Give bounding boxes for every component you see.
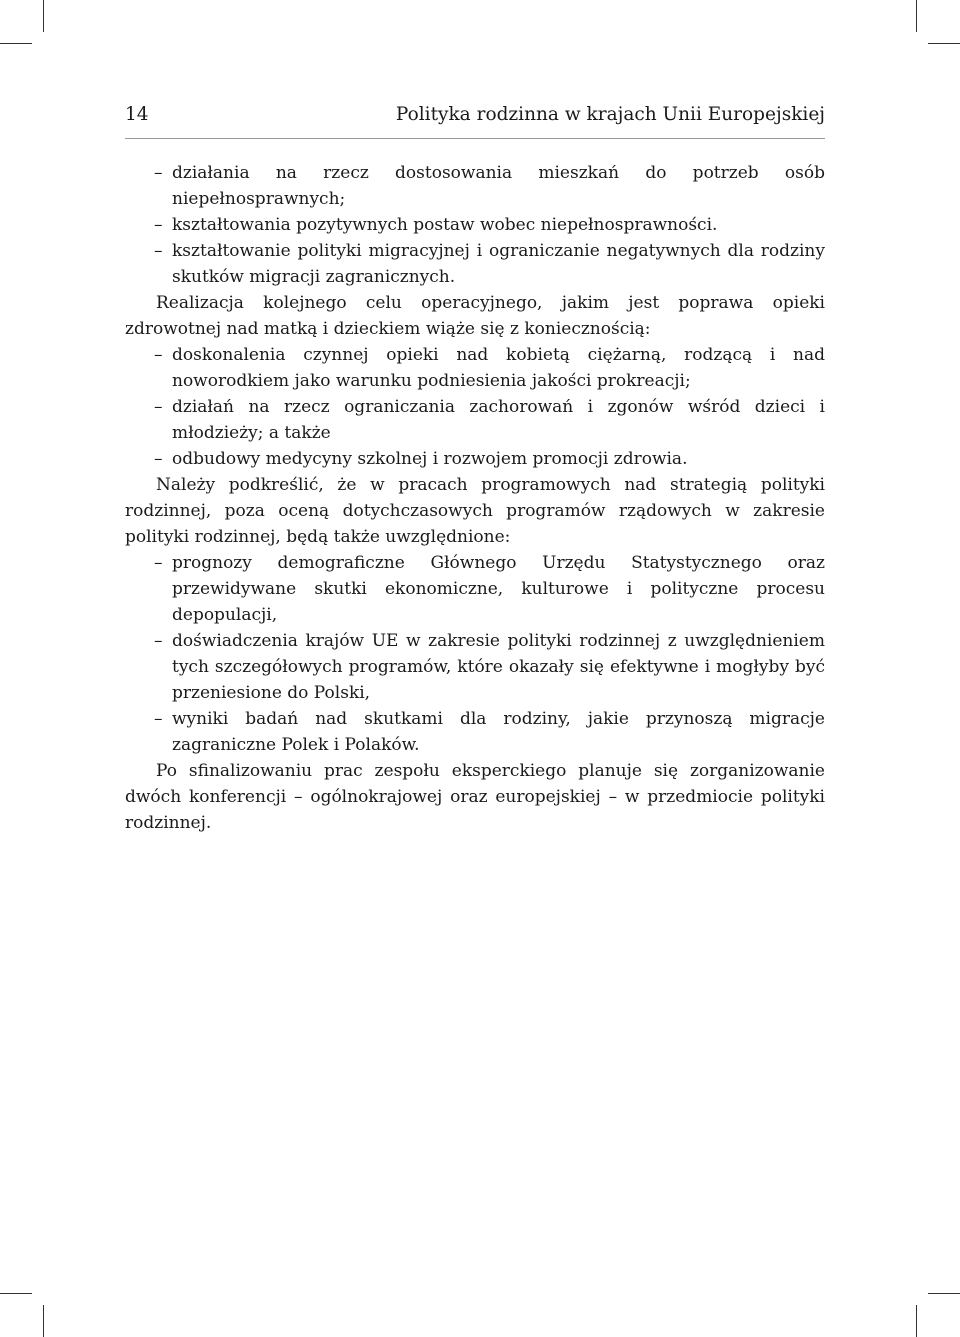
list-item-text: działań na rzecz ograniczania zachorowań i zgonów wśród dzieci i młodzieży; a także bbox=[172, 397, 825, 443]
bullet-list-strategy bbox=[125, 550, 825, 758]
crop-mark-right-bottom bbox=[928, 1293, 960, 1294]
list-item bbox=[125, 706, 825, 758]
bullet-list-housing bbox=[125, 160, 825, 290]
dash: – bbox=[154, 709, 163, 729]
list-item-text: doskonalenia czynnej opieki nad kobietą ciężarną, rodzącą i nad noworodkiem jako warunku podniesienia jakości prokreacji; bbox=[172, 345, 825, 391]
crop-mark-bottom-right bbox=[916, 1305, 917, 1337]
list-item bbox=[125, 212, 825, 238]
paragraph-health-care: Realizacja kolejnego celu operacyjnego, jakim jest poprawa opieki zdrowotnej nad matką i dzieckiem wiąże się z koniecznością: bbox=[125, 293, 825, 339]
page-body bbox=[125, 160, 825, 836]
list-item bbox=[125, 238, 825, 290]
dash: – bbox=[154, 241, 163, 261]
crop-mark-bottom-left bbox=[43, 1305, 44, 1337]
dash: – bbox=[154, 345, 163, 365]
running-title: Polityka rodzinna w krajach Unii Europejskiej bbox=[395, 104, 825, 125]
page-number: 14 bbox=[125, 104, 149, 125]
dash: – bbox=[154, 449, 163, 469]
list-item bbox=[125, 628, 825, 706]
list-item-text: odbudowy medycyny szkolnej i rozwojem promocji zdrowia. bbox=[172, 449, 688, 469]
list-item-text: działania na rzecz dostosowania mieszkań do potrzeb osób niepełnosprawnych; bbox=[172, 163, 825, 209]
crop-mark-top-left bbox=[43, 0, 44, 32]
list-item bbox=[125, 446, 825, 472]
crop-mark-left-bottom bbox=[0, 1293, 32, 1294]
bullet-list-health bbox=[125, 342, 825, 472]
dash: – bbox=[154, 553, 163, 573]
dash: – bbox=[154, 397, 163, 417]
list-item-text: wyniki badań nad skutkami dla rodziny, jakie przynoszą migracje zagraniczne Polek i Polaków. bbox=[172, 709, 825, 755]
dash: – bbox=[154, 163, 163, 183]
dash: – bbox=[154, 215, 163, 235]
list-item-text: doświadczenia krajów UE w zakresie polityki rodzinnej z uwzględnieniem tych szczegółowych programów, które okazały się efektywne i mogłyby być przeniesione do Polski, bbox=[172, 631, 825, 703]
list-item-text: kształtowanie polityki migracyjnej i ograniczanie negatywnych dla rodziny skutków migracji zagranicznych. bbox=[172, 241, 825, 287]
dash: – bbox=[154, 631, 163, 651]
crop-mark-top-right bbox=[916, 0, 917, 32]
list-item bbox=[125, 394, 825, 446]
header-rule bbox=[125, 138, 825, 139]
list-item-text: kształtowania pozytywnych postaw wobec niepełnosprawności. bbox=[172, 215, 718, 235]
paragraph-conferences: Po sfinalizowaniu prac zespołu eksperckiego planuje się zorganizowanie dwóch konferencji – ogólnokrajowej oraz europejskiej – w przedmiocie polityki rodzinnej. bbox=[125, 761, 825, 833]
crop-mark-right-top bbox=[928, 43, 960, 44]
paragraph-strategy: Należy podkreślić, że w pracach programowych nad strategią polityki rodzinnej, poza oceną dotychczasowych programów rządowych w zakresie polityki rodzinnej, będą także uwzględnione: bbox=[125, 475, 825, 547]
list-item bbox=[125, 342, 825, 394]
crop-mark-left-top bbox=[0, 43, 32, 44]
list-item bbox=[125, 550, 825, 628]
list-item bbox=[125, 160, 825, 212]
running-header bbox=[125, 101, 825, 129]
list-item-text: prognozy demograficzne Głównego Urzędu Statystycznego oraz przewidywane skutki ekonomiczne, kulturowe i polityczne procesu depopulacji, bbox=[172, 553, 825, 625]
